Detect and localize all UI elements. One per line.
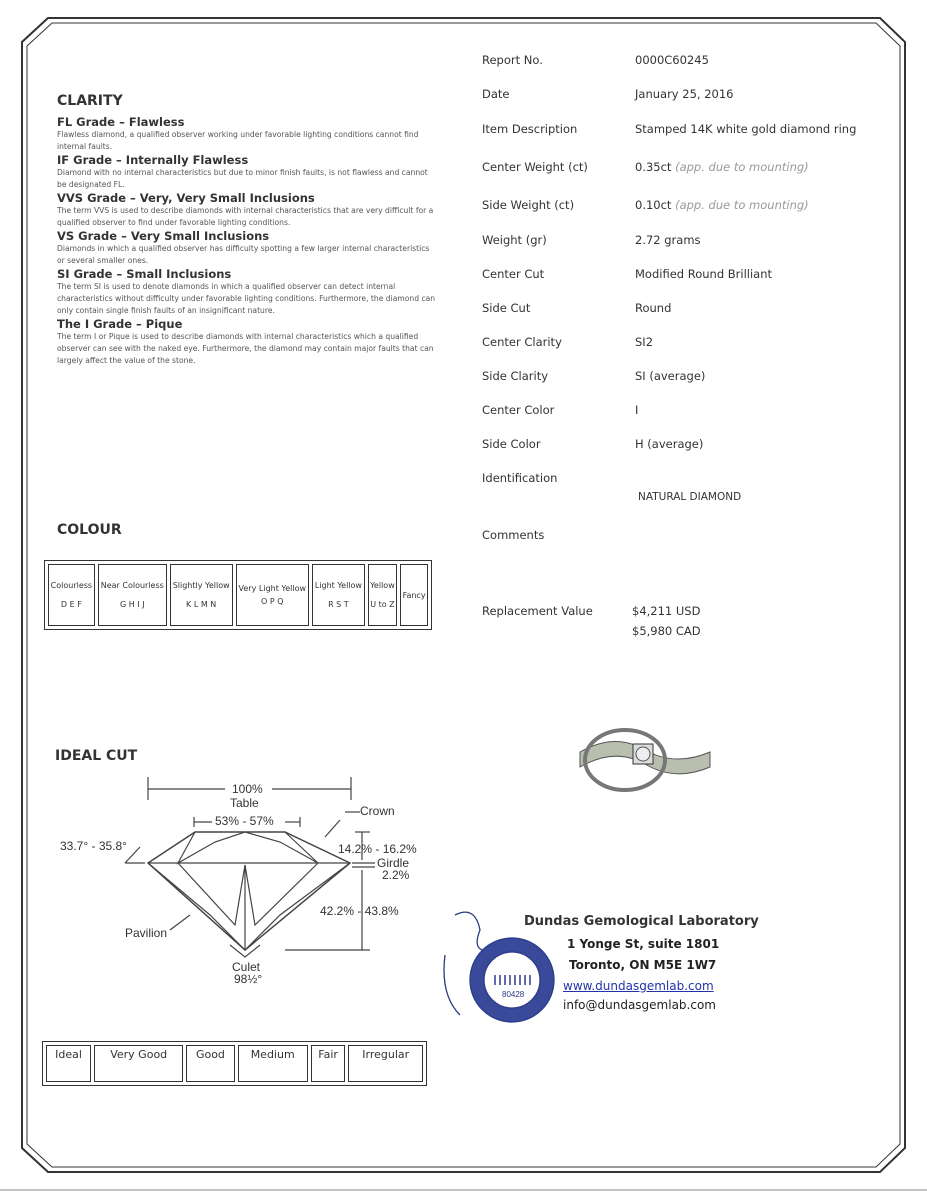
table-range-label: 53% - 57% <box>215 814 274 828</box>
table-label: Table <box>230 796 259 810</box>
field-label: Date <box>482 87 510 101</box>
colour-cell: Colourless D E F <box>48 564 95 626</box>
identification-value: NATURAL DIAMOND <box>638 491 742 503</box>
girdle-value-label: 2.2% <box>382 868 410 882</box>
grade-heading: VS Grade – Very Small Inclusions <box>57 229 270 243</box>
colour-cell: Slightly Yellow K L M N <box>170 564 233 626</box>
grade-heading: VVS Grade – Very, Very Small Inclusions <box>57 191 315 205</box>
grade-description: The term I or Pique is used to describe diamonds with internal characteristics which a qualified observer can see with the naked eye. Furthermore, the diamond may contain major faults that can largely affect the value of the stone. <box>57 332 434 365</box>
colour-title: COLOUR <box>57 522 122 538</box>
grade-description: Diamond with no internal characteristics but due to minor finish faults, is not flawless and cannot be designated FL. <box>57 168 428 189</box>
field-label: Item Description <box>482 122 578 136</box>
cut-grade-table <box>42 1041 427 1086</box>
diamond-proportions-diagram <box>40 765 440 995</box>
lab-website-link[interactable]: www.dundasgemlab.com <box>563 979 714 993</box>
clarity-grade <box>57 153 437 191</box>
grade-heading: The I Grade – Pique <box>57 317 183 331</box>
replacement-value-usd: $4,211 USD <box>632 604 701 618</box>
ideal-cut-title: IDEAL CUT <box>55 748 138 764</box>
field-label: Side Cut <box>482 301 531 315</box>
width-label: 100% <box>232 782 263 796</box>
field-label: Side Weight (ct) <box>482 198 575 212</box>
field-label: Center Color <box>482 403 555 417</box>
comments-label: Comments <box>482 528 545 542</box>
colour-cell: Light Yellow R S T <box>312 564 365 626</box>
lab-name: Dundas Gemological Laboratory <box>524 914 759 929</box>
center-color: I <box>635 403 639 417</box>
side-clarity: SI (average) <box>635 369 706 383</box>
side-weight: 0.10ct (app. due to mounting) <box>635 198 809 212</box>
colour-cell: Very Light Yellow O P Q <box>236 564 310 626</box>
clarity-grades <box>57 115 437 367</box>
ring-photo <box>575 722 715 797</box>
svg-text:80428: 80428 <box>502 990 525 999</box>
colour-scale-table <box>44 560 432 630</box>
grade-heading: FL Grade – Flawless <box>57 115 185 129</box>
side-cut: Round <box>635 301 672 315</box>
cut-grade-cell: Very Good <box>94 1045 183 1082</box>
center-clarity: SI2 <box>635 335 654 349</box>
cut-grade-cell: Ideal <box>46 1045 91 1082</box>
grade-heading: IF Grade – Internally Flawless <box>57 153 249 167</box>
grade-description: The term VVS is used to describe diamonds with internal characteristics that are very difficult for a qualified observer to find under favorable lighting conditions. <box>57 206 434 227</box>
field-label: Replacement Value <box>482 604 593 618</box>
replacement-value-cad: $5,980 CAD <box>632 624 701 638</box>
weight: 2.72 grams <box>635 233 701 247</box>
clarity-title: CLARITY <box>57 93 123 109</box>
item-description: Stamped 14K white gold diamond ring <box>635 122 857 136</box>
crown-label: Crown <box>360 804 395 818</box>
culet-label: Culet <box>232 960 261 974</box>
clarity-grade <box>57 229 437 267</box>
field-label: Weight (gr) <box>482 233 547 247</box>
lab-address-line1: 1 Yonge St, suite 1801 <box>567 937 720 951</box>
report-date: January 25, 2016 <box>635 87 734 101</box>
center-cut: Modified Round Brilliant <box>635 267 773 281</box>
crown-height-label: 14.2% - 16.2% <box>338 842 417 856</box>
field-label: Center Weight (ct) <box>482 160 588 174</box>
report-number: 0000C60245 <box>635 53 709 67</box>
field-label: Identification <box>482 471 558 485</box>
colour-cell: Yellow U to Z <box>368 564 397 626</box>
clarity-grade <box>57 317 437 367</box>
field-label: Side Clarity <box>482 369 549 383</box>
pavilion-depth-label: 42.2% - 43.8% <box>320 904 399 918</box>
field-label: Center Clarity <box>482 335 562 349</box>
colour-cell: Fancy <box>400 564 428 626</box>
culet-angle-label: 98½° <box>234 972 263 986</box>
clarity-grade <box>57 267 437 317</box>
girdle-label: Girdle <box>377 856 410 870</box>
field-label: Center Cut <box>482 267 545 281</box>
field-label: Side Color <box>482 437 541 451</box>
colour-cell: Near Colourless G H I J <box>98 564 167 626</box>
crown-angle-label: 33.7° - 35.8° <box>60 839 127 853</box>
pavilion-label: Pavilion <box>125 926 168 940</box>
clarity-grade <box>57 115 437 153</box>
cut-grade-cell: Medium <box>238 1045 308 1082</box>
side-color: H (average) <box>635 437 704 451</box>
cut-grade-cell: Irregular <box>348 1045 423 1082</box>
grade-heading: SI Grade – Small Inclusions <box>57 267 232 281</box>
cut-grade-cell: Fair <box>311 1045 346 1082</box>
lab-email: info@dundasgemlab.com <box>563 998 716 1012</box>
field-label: Report No. <box>482 53 543 67</box>
lab-address-line2: Toronto, ON M5E 1W7 <box>569 958 717 972</box>
grade-description: Diamonds in which a qualified observer has difficulty spotting a few larger internal characteristics or several smaller ones. <box>57 244 430 265</box>
cut-grade-cell: Good <box>186 1045 234 1082</box>
grade-description: Flawless diamond, a qualified observer working under favorable lighting conditions cannot find internal faults. <box>57 130 419 151</box>
center-weight: 0.35ct (app. due to mounting) <box>635 160 809 174</box>
grade-description: The term SI is used to denote diamonds in which a qualified observer can detect internal characteristics without difficulty under favorable lighting conditions. Furthermore, the diamond can only contain single finish faults of an insignificant nature. <box>57 282 436 315</box>
clarity-grade <box>57 191 437 229</box>
